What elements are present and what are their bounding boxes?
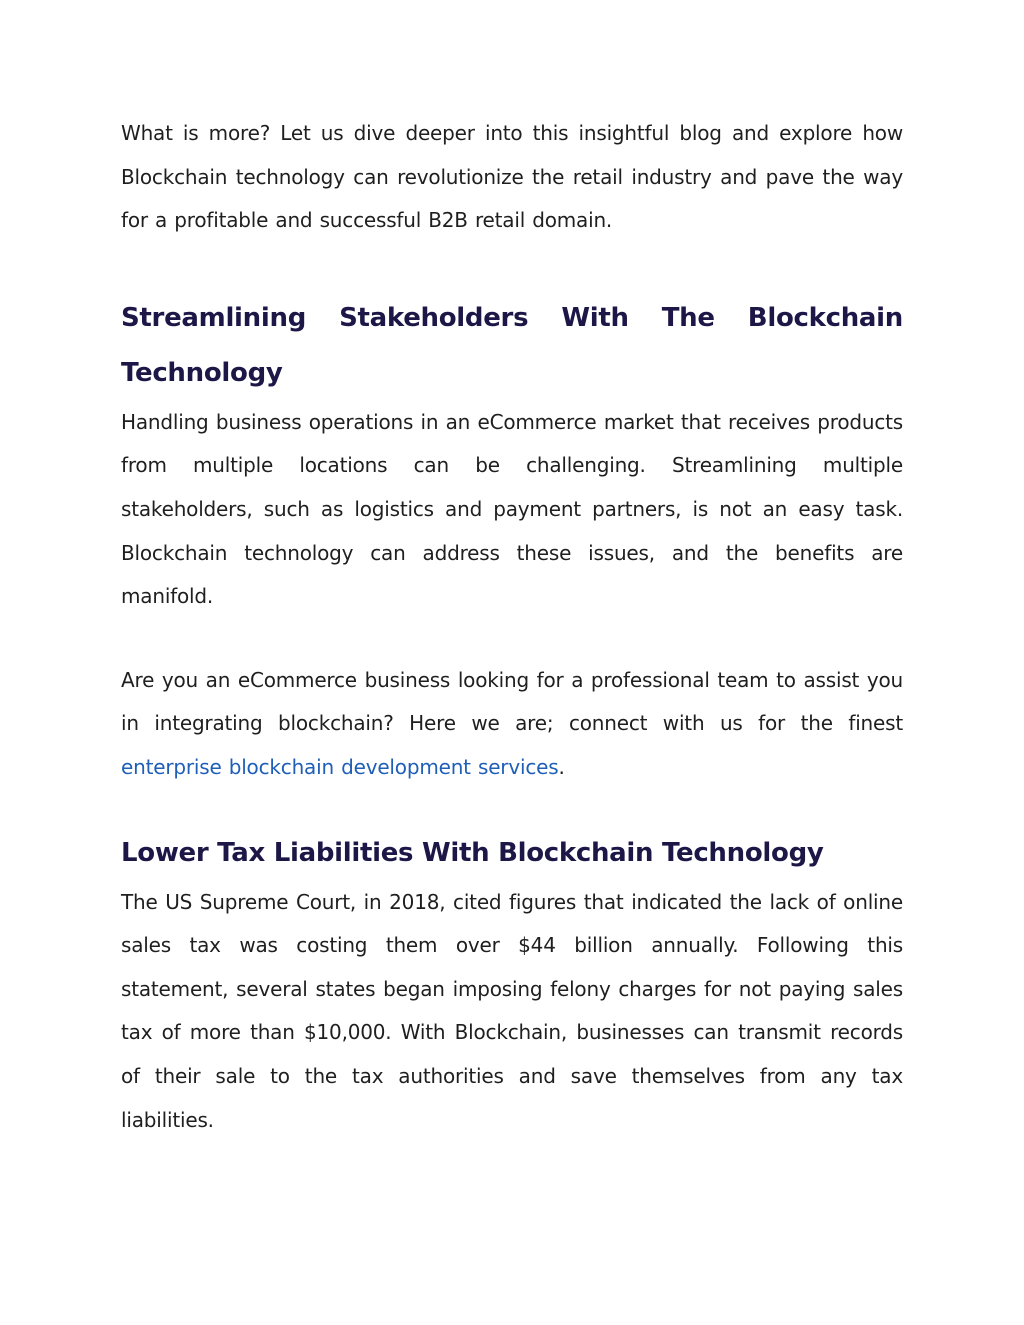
cta-text: Are you an eCommerce business looking for a professional team to assist you in integrating blockchain? Here we are; connect with us for the finest [121, 667, 903, 736]
document-page [121, 112, 903, 1142]
section-heading-tax: Lower Tax Liabilities With Blockchain Technology [121, 837, 824, 868]
cta-paragraph [121, 659, 903, 790]
intro-paragraph: What is more? Let us dive deeper into this insightful blog and explore how Blockchain technology can revolutionize the retail industry and pave the way for a profitable and successful B2B retail domain. [121, 121, 903, 233]
enterprise-blockchain-link[interactable]: enterprise blockchain development services [121, 754, 559, 779]
section-heading-streamlining: Streamlining Stakeholders With The Blockchain Technology [121, 302, 903, 388]
section-body-streamlining: Handling business operations in an eCommerce market that receives products from multiple locations can be challenging. Streamlining multiple stakeholders, such as logistics and payment partners, is not an easy task. Blockchain technology can address these issues, and the benefits are manifold. [121, 409, 903, 609]
section-body-tax: The US Supreme Court, in 2018, cited figures that indicated the lack of online sales tax was costing them over $44 billion annually. Following this statement, several states began imposing felony charges for not paying sales tax of more than $10,000. With Blockchain, businesses can transmit records of their sale to the tax authorities and save themselves from any tax liabilities. [121, 889, 903, 1132]
cta-end: . [558, 754, 565, 779]
